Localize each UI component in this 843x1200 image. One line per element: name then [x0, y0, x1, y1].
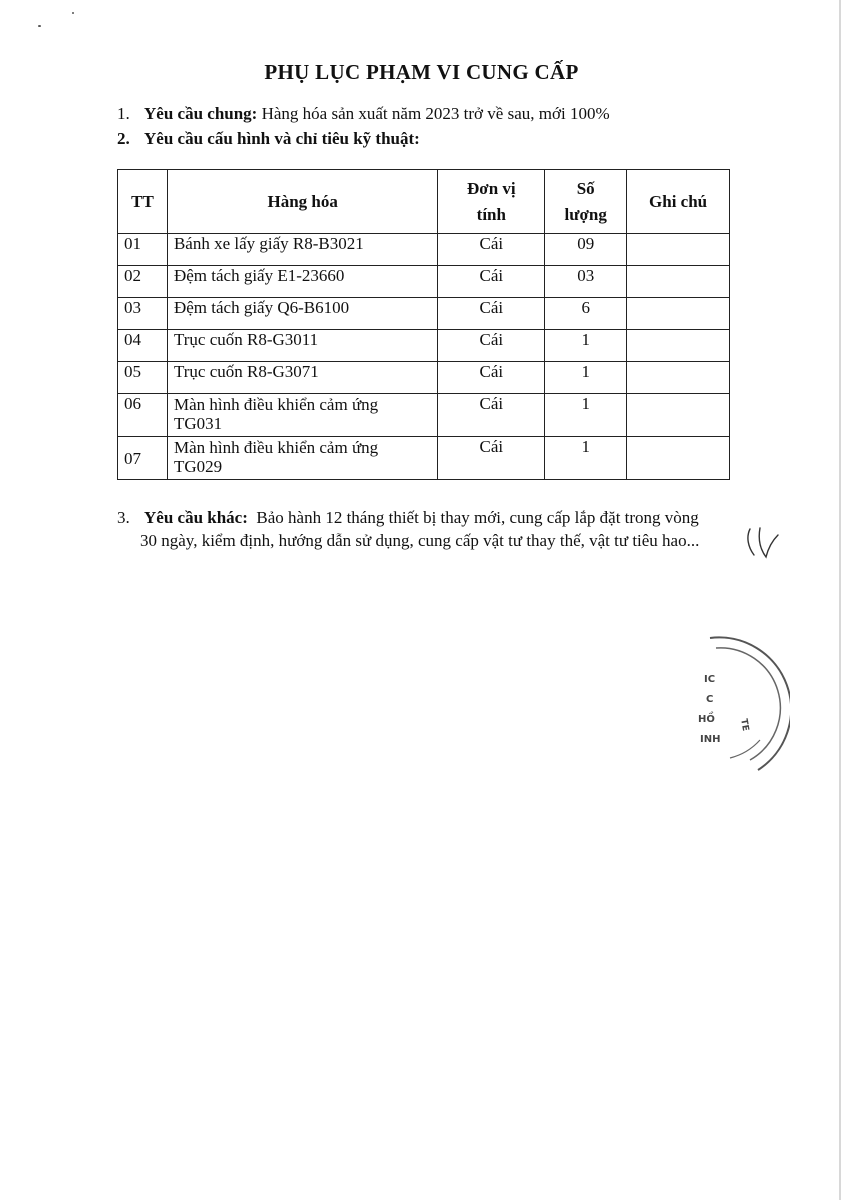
cell-note [627, 437, 730, 480]
header-goods: Hàng hóa [167, 170, 437, 234]
cell-goods: Bánh xe lấy giấy R8-B3021 [167, 234, 437, 266]
cell-unit: Cái [438, 330, 545, 362]
table-row [118, 330, 730, 362]
stamp-text: C [706, 694, 714, 705]
header-quantity-line1: Số [576, 178, 595, 198]
stamp-text: INH [700, 734, 721, 745]
general-requirement-label: Yêu cầu chung: [144, 104, 258, 123]
cell-quantity: 1 [545, 330, 627, 362]
table-header-row [118, 170, 730, 234]
other-requirements-line2: 30 ngày, kiểm định, hướng dẫn sử dụng, cung cấp vật tư thay thế, vật tư tiêu hao... [140, 531, 700, 550]
cell-note [627, 266, 730, 298]
goods-table [117, 169, 730, 480]
cell-tt: 01 [118, 234, 168, 266]
document-title: PHỤ LỤC PHẠM VI CUNG CẤP [264, 60, 579, 84]
header-unit [438, 170, 545, 234]
item-number: 3. [117, 508, 130, 527]
general-requirement-text: Hàng hóa sản xuất năm 2023 trở về sau, mới 100% [257, 104, 610, 123]
header-unit-line2: tính [476, 204, 506, 224]
scan-speck [38, 25, 41, 27]
cell-tt: 05 [118, 362, 168, 394]
cell-note [627, 330, 730, 362]
cell-quantity: 6 [545, 298, 627, 330]
cell-quantity: 03 [545, 266, 627, 298]
cell-note [627, 298, 730, 330]
header-unit-line1: Đơn vị [467, 178, 516, 198]
config-requirement-heading [117, 129, 420, 149]
scan-speck [72, 12, 74, 14]
table-row [118, 362, 730, 394]
cell-unit: Cái [438, 266, 545, 298]
cell-goods: Trục cuốn R8-G3011 [167, 330, 437, 362]
other-requirements-label: Yêu cầu khác: [144, 508, 248, 527]
stamp-text: TE [738, 718, 751, 732]
cell-goods-line2: TG029 [173, 457, 223, 476]
cell-quantity: 1 [545, 437, 627, 480]
cell-tt: 02 [118, 266, 168, 298]
stamp-rings [680, 630, 790, 780]
other-requirements-line1: Bảo hành 12 tháng thiết bị thay mới, cung cấp lắp đặt trong vòng [247, 508, 699, 527]
cell-tt: 06 [118, 394, 168, 437]
table-row [118, 234, 730, 266]
item-number: 2. [117, 129, 130, 148]
cell-unit: Cái [438, 298, 545, 330]
general-requirement [117, 104, 610, 124]
item-number: 1. [117, 104, 130, 123]
initials-signature [744, 525, 784, 561]
cell-note [627, 362, 730, 394]
cell-quantity: 1 [545, 394, 627, 437]
header-quantity [545, 170, 627, 234]
cell-goods: Đệm tách giấy Q6-B6100 [167, 298, 437, 330]
official-stamp [680, 630, 790, 785]
cell-unit: Cái [438, 437, 545, 480]
table-row [118, 298, 730, 330]
cell-goods-line1: Màn hình điều khiển cảm ứng [173, 395, 379, 414]
stamp-text: IC [704, 674, 716, 685]
cell-unit: Cái [438, 234, 545, 266]
header-tt: TT [118, 170, 168, 234]
scan-edge [839, 0, 841, 1200]
cell-goods: Đệm tách giấy E1-23660 [167, 266, 437, 298]
cell-unit: Cái [438, 362, 545, 394]
table-row [118, 266, 730, 298]
cell-goods [167, 394, 437, 437]
cell-unit: Cái [438, 394, 545, 437]
table-row [118, 394, 730, 437]
cell-tt: 07 [118, 437, 168, 480]
cell-quantity: 1 [545, 362, 627, 394]
stamp-text: HỒ [698, 714, 715, 725]
cell-note [627, 394, 730, 437]
cell-tt: 04 [118, 330, 168, 362]
config-requirement-label: Yêu cầu cấu hình và chỉ tiêu kỹ thuật: [144, 129, 420, 148]
cell-goods-line2: TG031 [173, 414, 223, 433]
cell-goods: Trục cuốn R8-G3071 [167, 362, 437, 394]
table-row [118, 437, 730, 480]
cell-goods-line1: Màn hình điều khiển cảm ứng [173, 438, 379, 457]
other-requirements [117, 506, 757, 552]
cell-goods [167, 437, 437, 480]
cell-quantity: 09 [545, 234, 627, 266]
header-note: Ghi chú [627, 170, 730, 234]
cell-note [627, 234, 730, 266]
header-quantity-line2: lượng [564, 204, 607, 224]
cell-tt: 03 [118, 298, 168, 330]
